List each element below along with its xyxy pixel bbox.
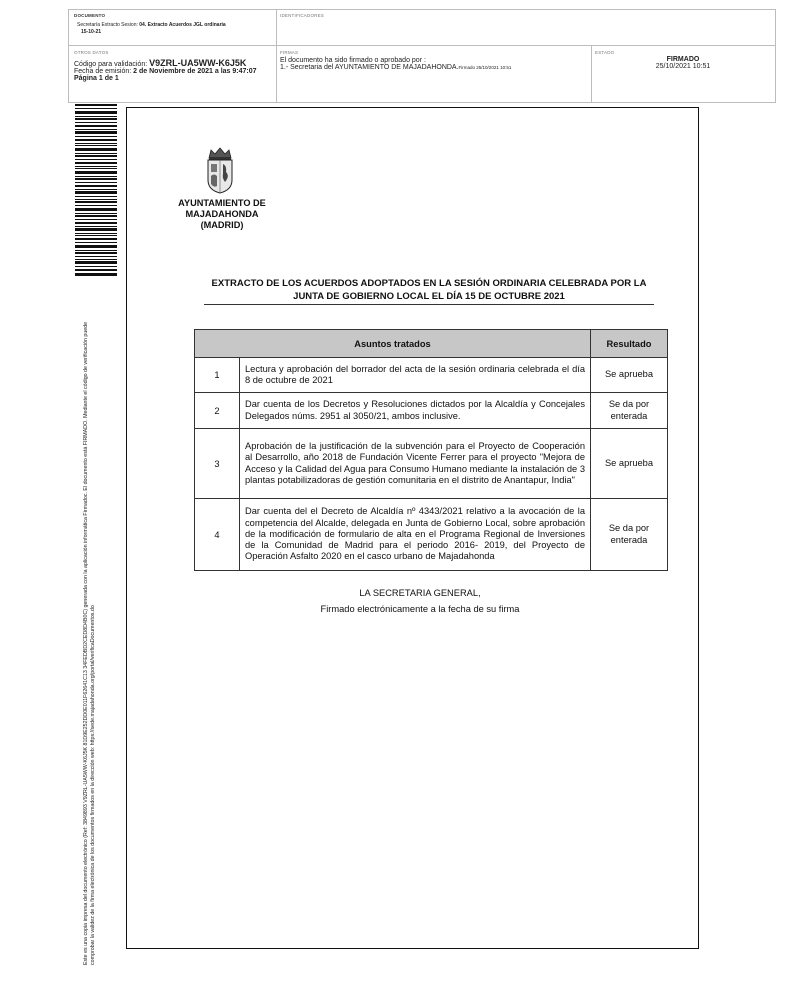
- row-number: 1: [195, 358, 240, 393]
- identificadores-label: IDENTIFICADORES: [280, 13, 325, 18]
- documento-date: 15-10-21: [81, 29, 102, 35]
- header-divider: [69, 45, 775, 46]
- row-number: 3: [195, 429, 240, 499]
- documento-label: DOCUMENTO: [74, 13, 106, 18]
- table-row: [195, 429, 668, 499]
- fecha-emision: Fecha de emisión: 2 de Noviembre de 2021 a las 9:47:07: [74, 68, 257, 75]
- codigo-value[interactable]: V9ZRL-UA5WW-K6J5K: [149, 58, 247, 68]
- row-subject: Dar cuenta de los Decretos y Resoluciones dictados por la Alcaldía y Concejales Delegados núms. 2951 al 3050/21, ambos inclusive.: [240, 393, 591, 429]
- estado-label: ESTADO: [595, 50, 615, 55]
- col-asuntos-header: Asuntos tratados: [195, 330, 591, 358]
- firmas-label: FIRMAS: [280, 50, 299, 55]
- signature-block: [270, 588, 570, 614]
- row-number: 2: [195, 393, 240, 429]
- row-result: Se aprueba: [591, 358, 668, 393]
- row-result: Se da por enterada: [591, 393, 668, 429]
- row-subject: Lectura y aprobación del borrador del acta de la sesión ordinaria celebrada el día 8 de octubre de 2021: [240, 358, 591, 393]
- firmas-line1: El documento ha sido firmado o aprobado por :: [280, 57, 426, 64]
- barcode: [75, 104, 117, 276]
- estado-value: FIRMADO: [666, 56, 700, 63]
- row-result: Se da por enterada: [591, 499, 668, 571]
- header-divider: [276, 10, 277, 102]
- col-resultado-header: Resultado: [591, 330, 668, 358]
- title-underline: [204, 304, 654, 305]
- row-number: 4: [195, 499, 240, 571]
- signature-title: LA SECRETARIA GENERAL,: [359, 588, 481, 598]
- otros-datos-cell: [74, 50, 274, 82]
- firmas-line2: 1.- Secretaria del AYUNTAMIENTO DE MAJADAHONDA.Firmado 25/10/2021 10:51: [280, 64, 512, 71]
- documento-cell: [74, 13, 274, 35]
- sidebar-verification-text: Este es una copia impresa del documento electrónico (Ref: 3849893 V9ZRL-UA5WW-K6J5K 81D9E252DD0E011F62641C13 34FEDBD2CED8D4B0C) generada con la aplicación informática Firmadoc. El documento está FIRMADO. Mediante el código de verificación puede comprobar la validez de la firma electrónica de los documentos firmados en la dirección web: https://sede.majadahonda.org/portal/verificaDocumentos.do: [83, 321, 96, 965]
- otros-datos-label: OTROS DATOS: [74, 50, 109, 55]
- row-result: Se aprueba: [591, 429, 668, 499]
- documento-text: Secretaría Extracto Sesion: 04. Extracto Acuerdos JGL ordinaria: [77, 22, 226, 28]
- row-subject: Dar cuenta del el Decreto de Alcaldía nº 4343/2021 relativo a la avocación de la competencia del Alcalde, delegada en Junta de Gobierno Local, sobre aprobación de la modificación de formulario de alta en el Programa Regional de Inversiones de la Comunidad de Madrid para el periodo 2016- 2019, del Proyecto de Operación Asfalto 2020 en el casco urbano de Majadahonda: [240, 499, 591, 571]
- identificadores-cell: [280, 13, 324, 18]
- header-box: [68, 9, 776, 103]
- org-name: AYUNTAMIENTO DE MAJADAHONDA (MADRID): [178, 198, 266, 230]
- firmas-cell: [280, 50, 588, 71]
- agenda-table: [194, 329, 668, 571]
- document-title: EXTRACTO DE LOS ACUERDOS ADOPTADOS EN LA SESIÓN ORDINARIA CELEBRADA POR LA JUNTA DE GOBIERNO LOCAL EL DÍA 15 DE OCTUBRE 2021: [211, 278, 647, 302]
- estado-cell: [595, 50, 771, 70]
- row-subject: Aprobación de la justificación de la subvención para el Proyecto de Cooperación al Desarrollo, año 2018 de Fundación Vicente Ferrer para el proyecto "Mejora de Acceso y la Calidad del Agua para Consumo Humano mediante la instalación de 3 plantas potabilizadoras de gestión comunitaria en el distrito de Anantapur, India": [240, 429, 591, 499]
- pagina-indicator: Página 1 de 1: [74, 75, 119, 82]
- signature-note: Firmado electrónicamente a la fecha de su firma: [320, 604, 520, 614]
- table-row: [195, 358, 668, 393]
- codigo-validacion: Código para validación: V9ZRL-UA5WW-K6J5K: [74, 58, 247, 68]
- coat-of-arms-icon: [203, 146, 237, 194]
- table-header-row: [195, 330, 668, 358]
- table-row: [195, 393, 668, 429]
- header-divider: [591, 45, 592, 102]
- table-row: [195, 499, 668, 571]
- estado-date: 25/10/2021 10:51: [655, 63, 711, 70]
